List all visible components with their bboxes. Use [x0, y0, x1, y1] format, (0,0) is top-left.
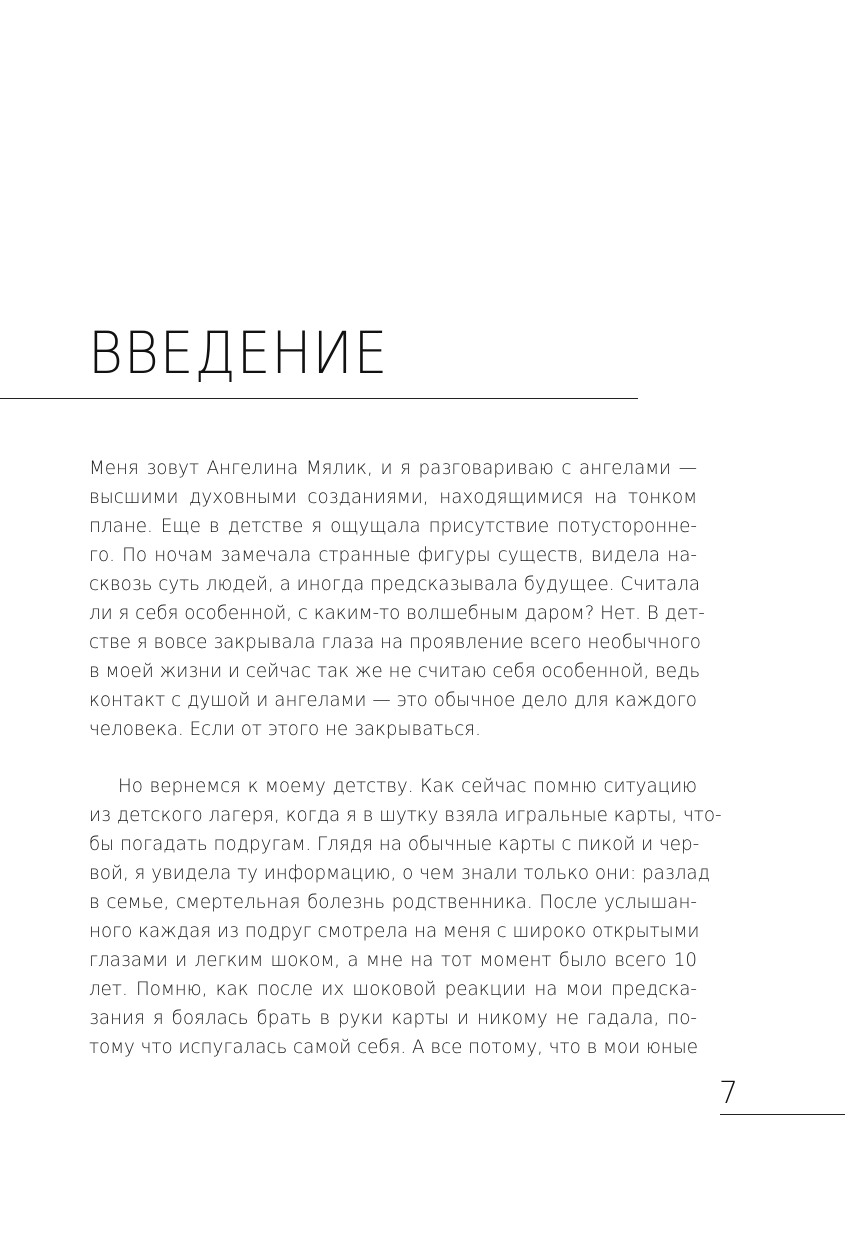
- text-line: из детского лагеря, когда я в шутку взяла игральные карты, что-: [89, 805, 722, 826]
- text-line: вой, я увидела ту информацию, о чем знали только они: разлад: [89, 863, 710, 884]
- text-line: тому что испугалась самой себя. А все потому, что в мои юные: [89, 1037, 698, 1058]
- title-divider: [0, 398, 638, 399]
- text-line: стве я вовсе закрывала глаза на проявление всего необычного: [89, 632, 701, 653]
- text-line: зания я боялась брать в руки карты и никому не гадала, по-: [89, 1008, 697, 1029]
- text-line: ного каждая из подруг смотрела на меня с широко открытыми: [89, 921, 700, 942]
- text-line: плане. Еще в детстве я ощущала присутствие потустороннe-: [89, 516, 697, 537]
- text-line: Но вернемся к моему детству. Как сейчас помню ситуацию: [118, 776, 697, 797]
- chapter-title: ВВЕДЕНИЕ: [88, 319, 389, 387]
- text-line: глазами и легким шоком, а мне на тот момент было всего 10: [89, 950, 697, 971]
- text-line: сквозь суть людей, а иногда предсказывала будущее. Считала: [89, 574, 701, 595]
- text-line: высшими духовными созданиями, находящимися на тонком: [89, 487, 697, 508]
- page-number: 7: [719, 1076, 739, 1111]
- text-line: Меня зовут Ангелина Мялик, и я разговариваю с ангелами —: [89, 458, 697, 479]
- paragraph-2: [89, 772, 722, 1062]
- text-line: бы погадать подругам. Глядя на обычные карты с пикой и чер-: [89, 834, 700, 855]
- text-line: лет. Помню, как после их шоковой реакции на мои предска-: [89, 979, 697, 1000]
- text-line: контакт с душой и ангелами — это обычное дело для каждого: [89, 690, 697, 711]
- text-line: в семье, смертельная болезнь родственника. После услышан-: [89, 892, 697, 913]
- text-line: го. По ночам замечала странные фигуры существ, видела на-: [89, 545, 697, 566]
- text-line: человека. Если от этого не закрываться.: [89, 719, 481, 740]
- page-number-divider: [720, 1114, 845, 1115]
- paragraph-1: [89, 454, 705, 744]
- text-line: в моей жизни и сейчас так же не считаю себя особенной, ведь: [89, 661, 701, 682]
- text-line: ли я себя особенной, с каким-то волшебным даром? Нет. В дет-: [89, 603, 705, 624]
